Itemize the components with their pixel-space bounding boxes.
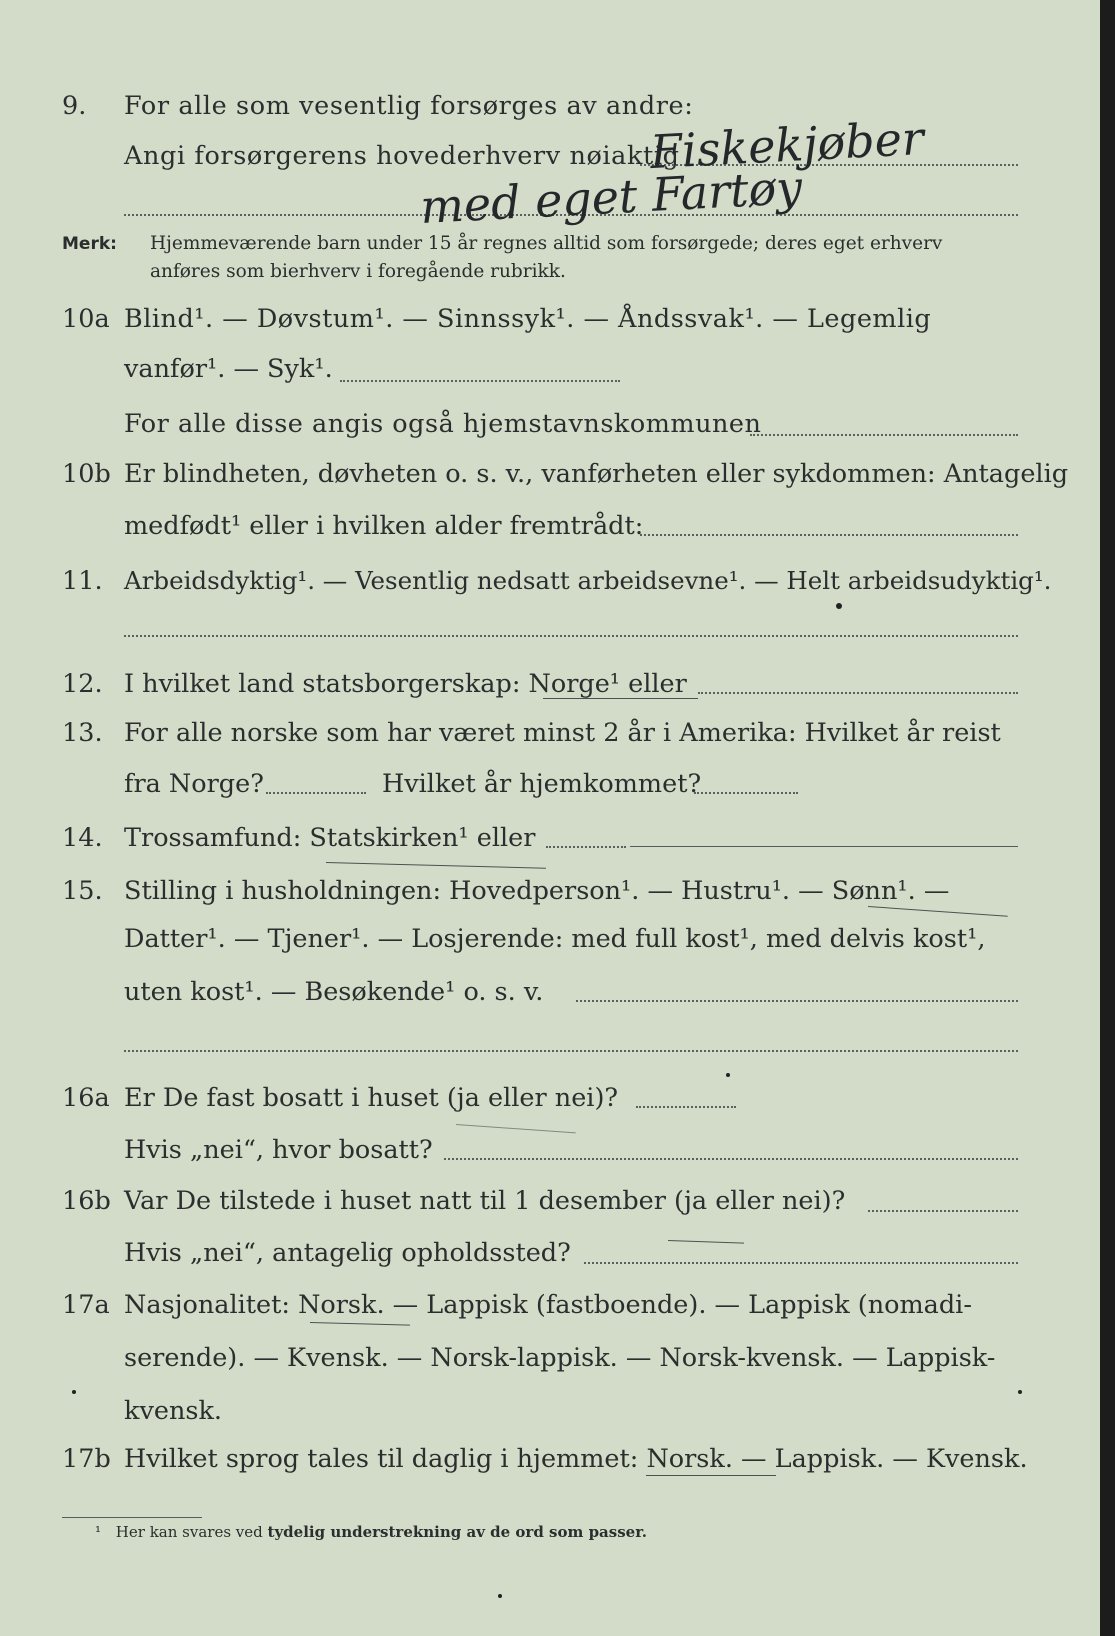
question-9-handwritten-answer-1: Fiskekjøber (648, 110, 926, 180)
question-9-handwritten-answer-2: med eget Fartøy (418, 160, 804, 234)
question-16a-line-1: Er De fast bosatt i huset (ja eller nei)? (124, 1083, 619, 1113)
question-14-number: 14. (62, 823, 103, 853)
footnote-text-bold: tydelig understrekning av de ord som passer. (267, 1523, 647, 1541)
ink-mark (836, 603, 842, 609)
footnote-rule (62, 1517, 202, 1518)
question-11-answer-line (124, 635, 1018, 637)
question-14-answer-line-dotted (546, 846, 626, 848)
question-16b-answer-line-2 (584, 1262, 1018, 1264)
scan-edge (1100, 0, 1115, 1636)
question-10a-line-1: Blind¹. — Døvstum¹. — Sinnssyk¹. — Åndssvak¹. — Legemlig (124, 304, 932, 334)
question-13-line-1: For alle norske som har været minst 2 år i Amerika: Hvilket år reist (124, 718, 1001, 748)
question-12-answer-line (698, 692, 1018, 694)
question-10a-number: 10a (62, 304, 110, 334)
question-10a-answer-line-1 (340, 380, 620, 382)
question-9-number: 9. (62, 91, 87, 121)
dash-stroke (668, 1240, 744, 1244)
footnote-text-normal: Her kan svares ved (115, 1523, 263, 1541)
question-13-line-2a: fra Norge? (124, 769, 264, 799)
question-16a-answer-line-1 (636, 1106, 736, 1108)
question-17a-number: 17a (62, 1290, 110, 1320)
question-17b-number: 17b (62, 1444, 111, 1474)
question-9-line-2: Angi forsørgerens hovederhverv nøiaktig (124, 141, 680, 171)
norsk-underline-17b (646, 1475, 776, 1476)
question-16b-line-2: Hvis „nei“, antagelig opholdssted? (124, 1238, 571, 1268)
question-16a-line-2: Hvis „nei“, hvor bosatt? (124, 1135, 433, 1165)
norge-underline (543, 698, 698, 699)
question-15-answer-line-1 (576, 1000, 1018, 1002)
question-13-answer-line-2 (694, 792, 798, 794)
ink-speck (726, 1073, 730, 1077)
question-16a-number: 16a (62, 1083, 110, 1113)
question-16a-answer-line-2 (444, 1158, 1018, 1160)
question-10b-line-2: medfødt¹ eller i hvilken alder fremtrådt: (124, 511, 644, 541)
question-10b-number: 10b (62, 459, 111, 489)
ink-speck (498, 1594, 502, 1598)
ink-speck (72, 1390, 76, 1394)
question-15-line-2: Datter¹. — Tjener¹. — Losjerende: med full kost¹, med delvis kost¹, (124, 924, 986, 954)
sonn-underline (868, 906, 1008, 917)
merk-label: Merk: (62, 234, 117, 254)
question-17a-line-1: Nasjonalitet: Norsk. — Lappisk (fastboende). — Lappisk (nomadi- (124, 1290, 972, 1320)
statskirken-underline (326, 862, 546, 869)
merk-line-1: Hjemmeværende barn under 15 år regnes alltid som forsørgede; deres eget erhverv (150, 233, 943, 254)
question-15-line-3: uten kost¹. — Besøkende¹ o. s. v. (124, 977, 544, 1007)
question-17a-line-2: serende). — Kvensk. — Norsk-lappisk. — Norsk-kvensk. — Lappisk- (124, 1343, 996, 1373)
question-13-line-2b: Hvilket år hjemkommet? (382, 769, 702, 799)
question-15-line-1: Stilling i husholdningen: Hovedperson¹. — Hustru¹. — Sønn¹. — (124, 876, 950, 906)
question-17b-line-1: Hvilket sprog tales til daglig i hjemmet: Norsk. — Lappisk. — Kvensk. (124, 1444, 1028, 1474)
question-10a-line-3: For alle disse angis også hjemstavnskommunen (124, 409, 762, 439)
question-17a-line-3: kvensk. (124, 1396, 223, 1426)
question-14-line-1: Trossamfund: Statskirken¹ eller (124, 823, 536, 853)
question-15-number: 15. (62, 876, 103, 906)
question-16b-answer-line-1 (868, 1210, 1018, 1212)
question-14-answer-line-solid (630, 846, 1018, 847)
question-13-answer-line-1 (266, 792, 366, 794)
question-10b-answer-line (640, 534, 1018, 536)
question-10a-answer-line-2 (750, 434, 1018, 436)
norsk-underline-17a (310, 1322, 410, 1326)
question-12-line-1: I hvilket land statsborgerskap: Norge¹ eller (124, 669, 687, 699)
question-15-answer-line-2 (124, 1050, 1018, 1052)
merk-line-2: anføres som bierhverv i foregående rubrikk. (150, 261, 566, 282)
footnote-mark: ¹ (95, 1523, 102, 1541)
pencil-stroke (456, 1124, 576, 1133)
question-16b-number: 16b (62, 1186, 111, 1216)
question-11-number: 11. (62, 566, 103, 596)
question-12-number: 12. (62, 669, 103, 699)
question-11-line-1: Arbeidsdyktig¹. — Vesentlig nedsatt arbeidsevne¹. — Helt arbeidsudyktig¹. (124, 566, 1052, 595)
question-9-line-1: For alle som vesentlig forsørges av andre: (124, 91, 694, 121)
question-10b-line-1: Er blindheten, døvheten o. s. v., vanførheten eller sykdommen: Antagelig (124, 459, 1069, 489)
question-16b-line-1: Var De tilstede i huset natt til 1 desember (ja eller nei)? (124, 1186, 846, 1216)
question-10a-line-2: vanfør¹. — Syk¹. (124, 354, 333, 384)
footnote (95, 1523, 647, 1541)
question-13-number: 13. (62, 718, 103, 748)
ink-speck (1018, 1390, 1022, 1394)
